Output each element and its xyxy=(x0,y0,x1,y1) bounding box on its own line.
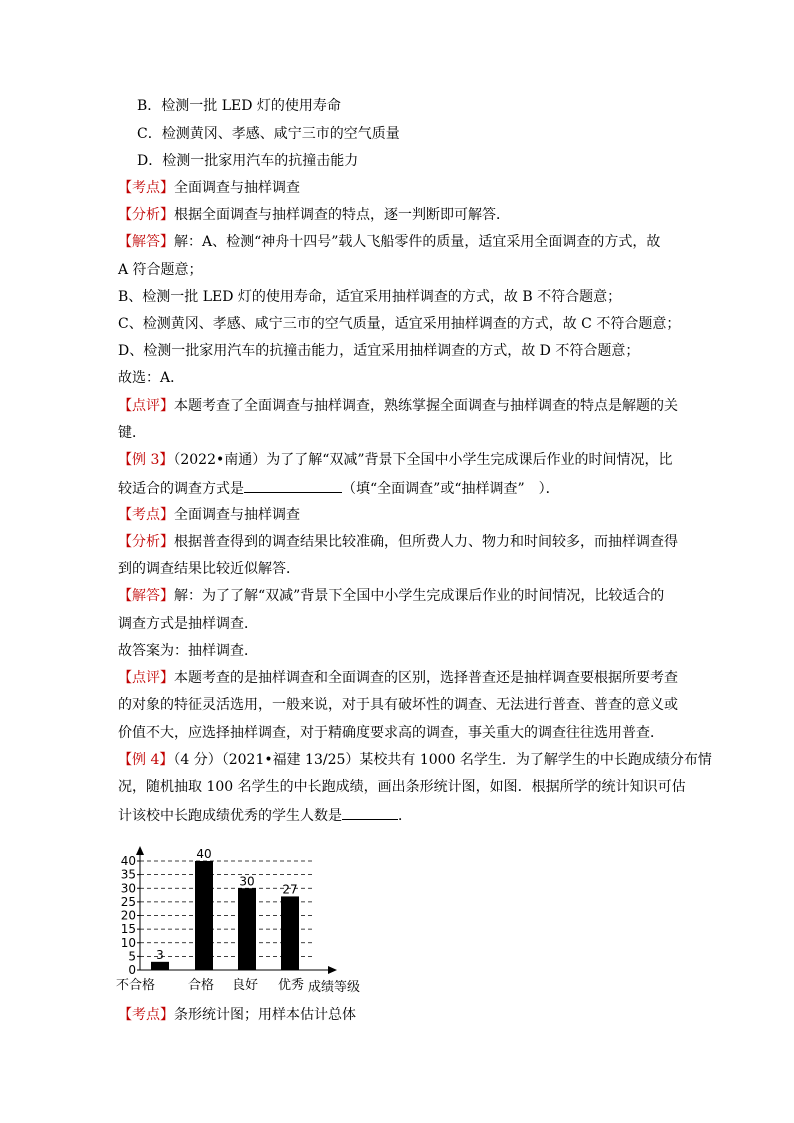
example-3-text-1: （2022•南通）为了了解“双减”背景下全国中小学生完成课后作业的时间情况，比 xyxy=(173,452,673,468)
example-3-text-2b: （填“全面调查”或“抽样调查” ）． xyxy=(342,481,560,497)
jieda-tag: 【解答】 xyxy=(118,588,174,604)
kaodian-tag: 【考点】 xyxy=(118,1007,174,1023)
fenxi-tag: 【分析】 xyxy=(118,207,174,223)
fenxi-line xyxy=(118,206,510,224)
kaodian-line-ex3 xyxy=(118,506,300,524)
dianping-line-ex3-3: 价值不大，应选择抽样调查，对于精确度要求高的调查，事关重大的调查往往选用普查． xyxy=(118,725,664,741)
fenxi-line-ex3 xyxy=(118,533,678,551)
kaodian-text: 全面调查与抽样调查 xyxy=(174,180,300,196)
answer-blank-ex4 xyxy=(342,805,398,820)
example-4-line-1 xyxy=(118,751,712,769)
kaodian-tag: 【考点】 xyxy=(118,180,174,196)
fenxi-tag: 【分析】 xyxy=(118,534,174,550)
example-3-text-2a: 较适合的调查方式是 xyxy=(118,481,244,497)
example-4-text-3a: 计该校中长跑成绩优秀的学生人数是 xyxy=(118,808,342,824)
example-3-line-1 xyxy=(118,451,673,469)
y-tick-label: 40 xyxy=(120,854,136,868)
fenxi-text: 根据普查得到的调查结果比较准确，但所费人力、物力和时间较多，而抽样调查得 xyxy=(174,534,678,550)
bar-1 xyxy=(151,962,169,970)
bar-3 xyxy=(238,888,256,970)
y-tick-labels xyxy=(121,854,136,977)
example-4-text-3b: ． xyxy=(398,808,412,824)
jieda-line-4: C、检测黄冈、孝感、咸宁三市的空气质量，适宜采用抽样调查的方式，故 C 不符合题意； xyxy=(118,316,681,332)
dianping-line-ex3-2: 的对象的特征灵活选用，一般来说，对于具有破坏性的调查、无法进行普查、普查的意义或 xyxy=(118,697,678,713)
y-tick-label: 0 xyxy=(128,963,136,977)
option-d: D．检测一批家用汽车的抗撞击能力 xyxy=(137,153,359,169)
dianping-tag: 【点评】 xyxy=(118,670,174,686)
data-label: 30 xyxy=(239,874,255,889)
jieda-tag: 【解答】 xyxy=(118,234,174,250)
dianping-line xyxy=(118,397,678,415)
dianping-line-2: 键． xyxy=(118,425,146,441)
example-4-line-2: 况，随机抽取 100 名学生的中长跑成绩，画出条形统计图，如图．根据所学的统计知识可估 xyxy=(118,779,686,795)
bar-4 xyxy=(281,896,299,970)
jieda-line xyxy=(118,233,660,251)
kaodian-tag: 【考点】 xyxy=(118,507,174,523)
x-axis-title: 成绩等级 xyxy=(308,980,361,995)
jieda-line-5: D、检测一批家用汽车的抗撞击能力，适宜采用抽样调查的方式，故 D 不符合题意； xyxy=(118,343,640,359)
data-label: 27 xyxy=(282,882,298,897)
bar-chart xyxy=(108,838,398,998)
chart-axes xyxy=(136,846,337,974)
jieda-line-ex3 xyxy=(118,587,664,605)
chart-data-labels xyxy=(156,847,297,962)
kaodian-line xyxy=(118,179,300,197)
kaodian-text: 全面调查与抽样调查 xyxy=(174,507,300,523)
example-3-tag: 【例 3】 xyxy=(118,452,174,468)
data-label: 3 xyxy=(156,947,164,962)
example-4-line-3 xyxy=(118,805,412,825)
dianping-tag: 【点评】 xyxy=(118,398,174,414)
x-axis-arrow xyxy=(328,966,337,974)
kaodian-text: 条形统计图；用样本估计总体 xyxy=(174,1007,356,1023)
jieda-line-ex3-2: 调查方式是抽样调查． xyxy=(118,616,258,632)
category-label: 良好 xyxy=(232,978,259,993)
y-tick-label: 15 xyxy=(120,922,136,937)
fenxi-text: 根据全面调查与抽样调查的特点，逐一判断即可解答． xyxy=(174,207,510,223)
y-tick-label: 25 xyxy=(120,894,136,909)
jieda-line-6: 故选：A． xyxy=(118,370,185,386)
jieda-line-3: B、检测一批 LED 灯的使用寿命，适宜采用抽样调查的方式，故 B 不符合题意； xyxy=(118,289,622,305)
option-c: C．检测黄冈、孝感、咸宁三市的空气质量 xyxy=(137,126,400,142)
jieda-line-2: A 符合题意； xyxy=(118,262,203,278)
option-b: B．检测一批 LED 灯的使用寿命 xyxy=(137,98,341,114)
example-3-line-2 xyxy=(118,478,560,498)
dianping-text: 本题考查的是抽样调查和全面调查的区别，选择普查还是抽样调查要根据所要考查 xyxy=(174,670,678,686)
data-label: 40 xyxy=(196,847,212,861)
dianping-text: 本题考查了全面调查与抽样调查，熟练掌握全面调查与抽样调查的特点是解题的关 xyxy=(174,398,678,414)
jieda-line-ex3-3: 故答案为：抽样调查． xyxy=(118,643,258,659)
y-tick-label: 35 xyxy=(120,867,136,882)
x-category-labels xyxy=(116,977,360,995)
jieda-text: 解：A、检测“神舟十四号”载人飞船零件的质量，适宜采用全面调查的方式，故 xyxy=(174,234,661,250)
y-tick-label: 10 xyxy=(120,935,136,950)
y-tick-label: 20 xyxy=(120,908,136,923)
category-label: 合格 xyxy=(188,978,215,993)
y-tick-label: 30 xyxy=(120,881,136,896)
bar-2 xyxy=(195,861,213,970)
dianping-line-ex3 xyxy=(118,669,678,687)
example-4-text-1: （4 分）（2021•福建 13/25）某校共有 1000 名学生．为了解学生的中长跑成绩分布情 xyxy=(173,752,712,768)
jieda-text: 解：为了了解“双减”背景下全国中小学生完成课后作业的时间情况，比较适合的 xyxy=(174,588,665,604)
kaodian-line-ex4 xyxy=(118,1006,356,1024)
category-label: 不合格 xyxy=(116,978,156,993)
answer-blank xyxy=(244,478,342,493)
fenxi-line-ex3-2: 到的调查结果比较近似解答． xyxy=(118,561,300,577)
y-axis-arrow xyxy=(136,846,144,855)
example-4-tag: 【例 4】 xyxy=(118,752,174,768)
y-tick-label: 5 xyxy=(128,949,136,964)
category-label: 优秀 xyxy=(278,978,305,993)
